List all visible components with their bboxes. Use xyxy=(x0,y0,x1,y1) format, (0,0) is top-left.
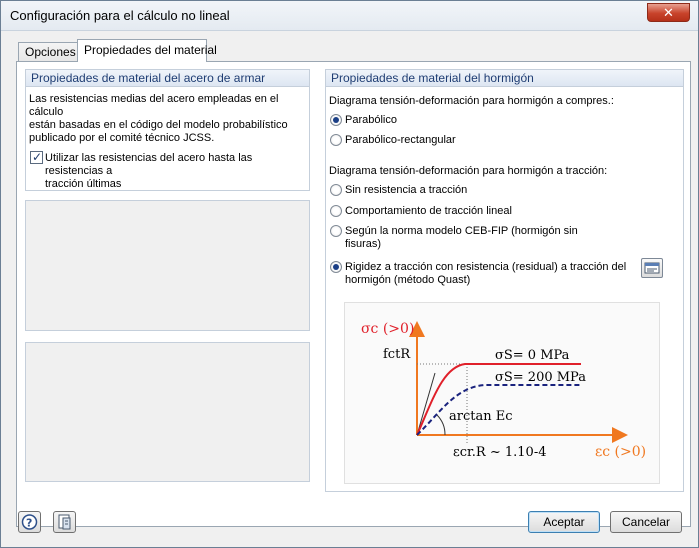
strain-label: εcr.R ~ 1.10-4 xyxy=(453,445,547,460)
fctr-label: fctR xyxy=(383,347,411,362)
help-button[interactable] xyxy=(18,511,41,533)
settings-dialog-icon xyxy=(642,259,662,277)
compression-diagram-label: Diagrama tensión-deformación para hormigón a compres.: xyxy=(329,95,614,107)
accept-button[interactable]: Aceptar xyxy=(528,511,600,533)
checkbox-label-line: Utilizar las resistencias del acero hasta las resistencias a xyxy=(45,152,253,177)
curve-sigma-200-label: σS= 200 MPa xyxy=(495,370,586,385)
option-parabolico-rectangular-label: Parabólico-rectangular xyxy=(345,134,456,146)
radio-sin-resistencia[interactable] xyxy=(330,184,342,196)
radio-parabolico[interactable] xyxy=(330,114,342,126)
option-quast-label xyxy=(345,261,635,287)
checkbox-label-line: tracción últimas xyxy=(45,178,122,190)
y-axis-label: σc (>0) xyxy=(361,321,415,337)
steel-description-line: están basadas en el código del modelo probabilístico xyxy=(29,119,288,131)
stress-strain-diagram xyxy=(344,302,660,484)
steel-description xyxy=(29,93,309,145)
close-button[interactable]: ✕ xyxy=(647,3,690,22)
option-quast-line: hormigón (método Quast) xyxy=(345,274,471,286)
dialog-body xyxy=(8,35,691,499)
steel-group-header: Propiedades de material del acero de armar xyxy=(26,70,309,87)
concrete-properties-group xyxy=(325,69,684,492)
stress-strain-chart xyxy=(345,303,661,485)
document-info-icon xyxy=(54,512,75,532)
cancel-button[interactable]: Cancelar xyxy=(610,511,682,533)
radio-quast[interactable] xyxy=(330,261,342,273)
tab-opciones[interactable]: Opciones xyxy=(18,42,78,62)
use-ultimate-strength-label xyxy=(45,152,309,191)
option-ceb-fip-line: fisuras) xyxy=(345,238,382,250)
curve-sigma-0-label: σS= 0 MPa xyxy=(495,348,570,363)
svg-text:?: ? xyxy=(26,516,33,530)
option-parabolico-label: Parabólico xyxy=(345,114,397,126)
empty-panel-upper xyxy=(25,200,310,331)
steel-properties-group xyxy=(25,69,310,191)
x-axis-label: εc (>0) xyxy=(595,444,647,460)
steel-description-line: publicado por el comité técnico JCSS. xyxy=(29,132,215,144)
use-ultimate-strength-checkbox[interactable] xyxy=(30,151,43,164)
option-ceb-fip-line: Según la norma modelo CEB-FIP (hormigón sin xyxy=(345,225,578,237)
option-traccion-lineal-label: Comportamiento de tracción lineal xyxy=(345,205,512,217)
tab-propiedades-material[interactable]: Propiedades del material xyxy=(77,39,207,62)
quast-settings-button[interactable] xyxy=(641,258,663,278)
steel-description-line: Las resistencias medias del acero empleadas en el cálculo xyxy=(29,93,279,118)
empty-panel-lower xyxy=(25,342,310,482)
arctan-label: arctan Ec xyxy=(449,409,513,424)
tension-diagram-label: Diagrama tensión-deformación para hormigón a tracción: xyxy=(329,165,608,177)
window-title: Configuración para el cálculo no lineal xyxy=(10,8,230,23)
radio-parabolico-rectangular[interactable] xyxy=(330,134,342,146)
tab-panel xyxy=(16,61,691,527)
help-icon xyxy=(19,512,40,532)
radio-traccion-lineal[interactable] xyxy=(330,205,342,217)
concrete-group-header: Propiedades de material del hormigón xyxy=(326,70,683,87)
radio-ceb-fip[interactable] xyxy=(330,225,342,237)
angle-arc xyxy=(437,415,445,435)
option-sin-resistencia-label: Sin resistencia a tracción xyxy=(345,184,468,196)
option-quast-line: Rigidez a tracción con resistencia (residual) a tracción del xyxy=(345,261,627,273)
option-ceb-fip-label xyxy=(345,225,585,251)
info-button[interactable] xyxy=(53,511,76,533)
title-bar xyxy=(1,1,698,31)
